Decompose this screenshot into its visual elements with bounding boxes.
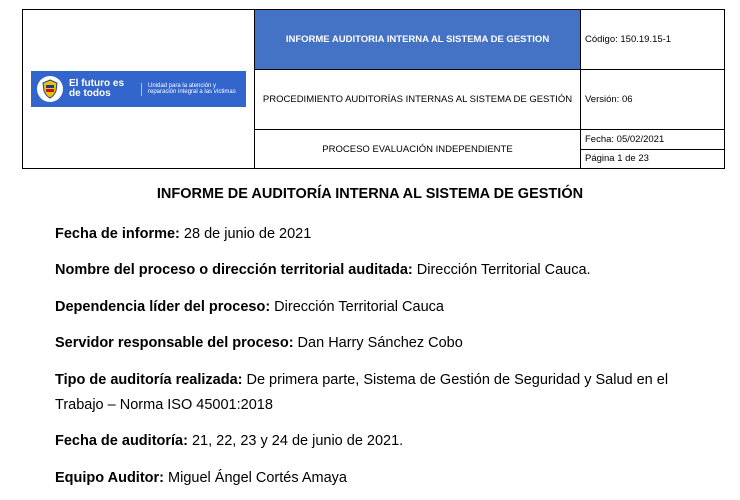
field-label: Dependencia líder del proceso:: [55, 299, 271, 315]
logo-sub-text: Unidad para la atención y reparación integral a las víctimas: [141, 83, 240, 96]
document-header-table: [22, 9, 725, 169]
version-cell: Versión: 06: [581, 70, 725, 130]
institution-logo: [31, 71, 246, 107]
logo-main-text: El futuro es de todos: [69, 78, 125, 99]
field-audit-team: [55, 466, 685, 491]
field-lead-dependency: [55, 295, 685, 320]
field-label: Fecha de informe:: [55, 226, 180, 242]
field-label: Servidor responsable del proceso:: [55, 335, 294, 351]
field-audit-type: [55, 368, 685, 418]
field-value: Dirección Territorial Cauca: [270, 299, 444, 315]
field-value: Miguel Ángel Cortés Amaya: [164, 470, 347, 486]
field-audit-dates: [55, 429, 685, 454]
field-label: Nombre del proceso o dirección territorial auditada:: [55, 262, 413, 278]
field-label: Fecha de auditoría:: [55, 433, 188, 449]
field-report-date: [55, 222, 685, 247]
field-value: Dan Harry Sánchez Cobo: [293, 335, 463, 351]
field-value: De primera parte, Sistema de Gestión de Seguridad y Salud en el Trabajo – Norma ISO 45001:2018: [55, 372, 669, 413]
process-cell: PROCESO EVALUACIÓN INDEPENDIENTE: [255, 130, 581, 169]
document-title: INFORME DE AUDITORÍA INTERNA AL SISTEMA DE GESTIÓN: [156, 186, 584, 202]
field-value: 28 de junio de 2021: [179, 226, 312, 242]
logo-cell: [23, 10, 255, 169]
field-responsible-officer: [55, 331, 685, 356]
page-cell: Página 1 de 23: [581, 149, 725, 168]
field-value: 21, 22, 23 y 24 de junio de 2021.: [187, 433, 404, 449]
field-label: Tipo de auditoría realizada:: [55, 372, 243, 388]
field-process-name: [55, 258, 685, 283]
field-label: Equipo Auditor:: [55, 470, 164, 486]
date-cell: Fecha: 05/02/2021: [581, 130, 725, 149]
field-value: Dirección Territorial Cauca.: [412, 262, 591, 278]
procedure-cell: PROCEDIMIENTO AUDITORÍAS INTERNAS AL SISTEMA DE GESTIÓN: [255, 70, 581, 130]
coat-of-arms-icon: [37, 76, 63, 102]
code-cell: Código: 150.19.15-1: [581, 10, 725, 70]
report-title-cell: INFORME AUDITORIA INTERNA AL SISTEMA DE GESTION: [255, 10, 581, 70]
